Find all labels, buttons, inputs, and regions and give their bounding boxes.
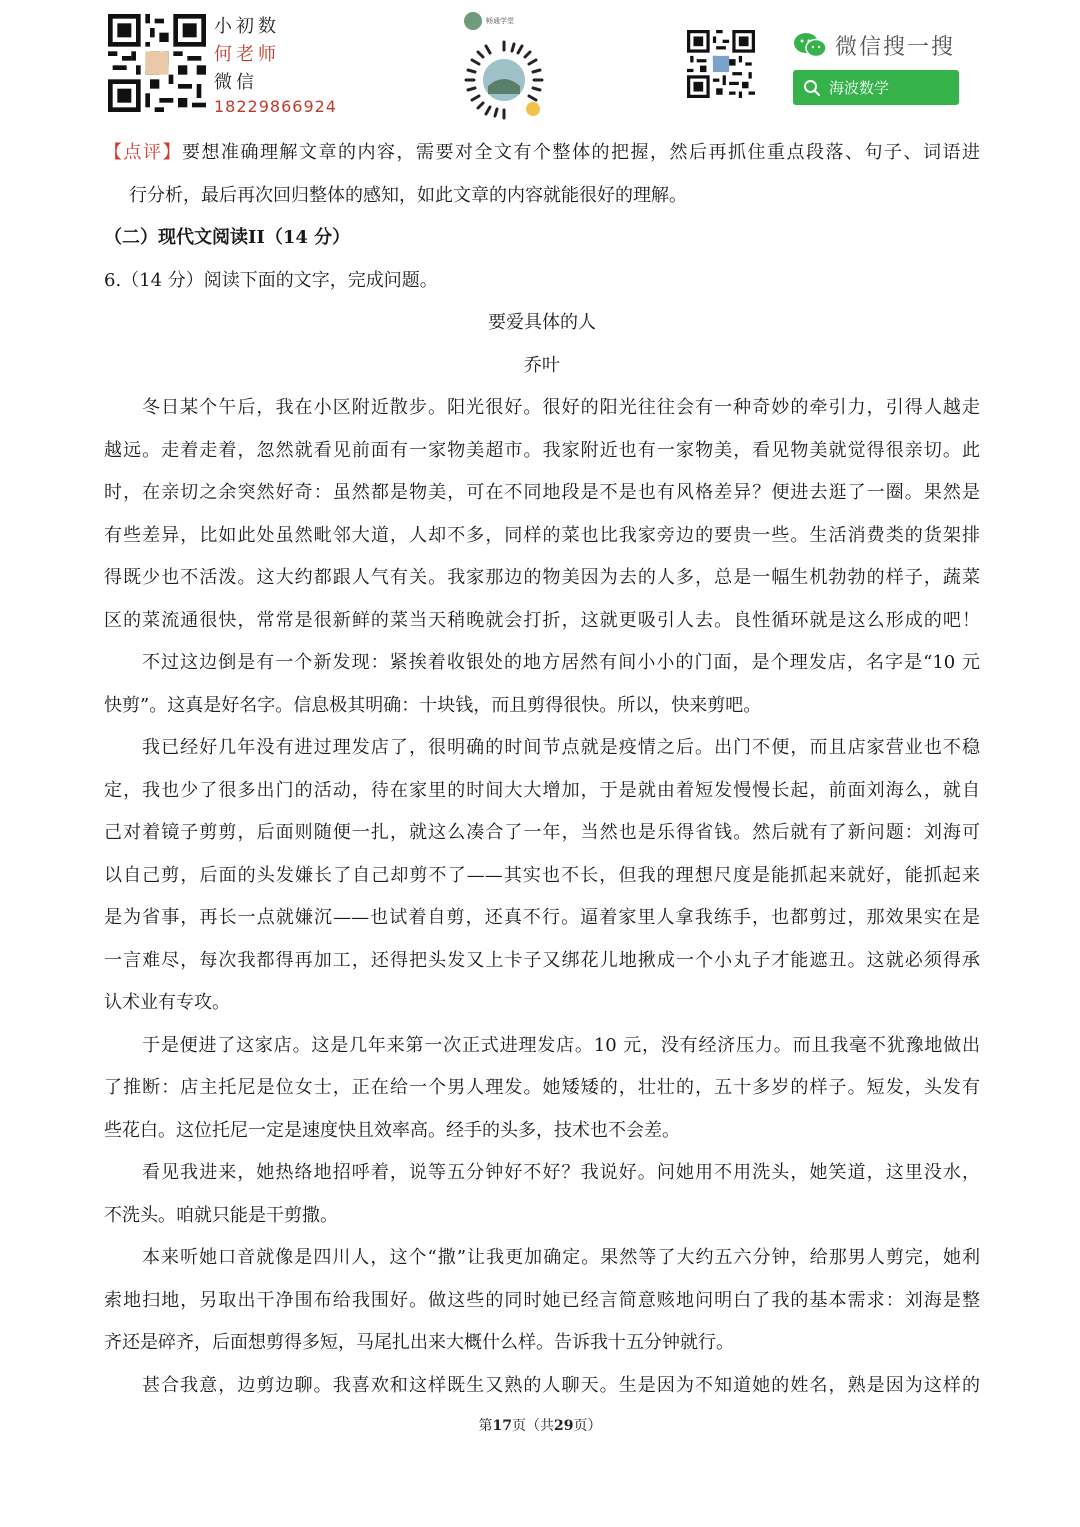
- article-line: 不过这边倒是有一个新发现：紧挨着收银处的地方居然有间小小的门面，是个理发店，名字是“10 元: [142, 652, 980, 673]
- teacher-contact-handwriting: [214, 10, 337, 120]
- article-line: 些花白。这位托尼一定是速度快且效率高。经手的头多，技术也不会差。: [104, 1119, 680, 1141]
- question-prompt: 6.（14 分）阅读下面的文字，完成问题。: [104, 269, 438, 291]
- article-line: 甚合我意，边剪边聊。我喜欢和这样既生又熟的人聊天。生是因为不知道她的姓名，熟是因为这样的: [142, 1374, 980, 1396]
- mini-program-logo-icon: [464, 12, 482, 30]
- article-line: 一言难尽，每次我都得再加工，还得把头发又上卡子又绑花儿地揪成一个小丸子才能遮丑。这就必须得承: [104, 949, 980, 971]
- article-line: 有些差异，比如此处虽然毗邻大道，人却不多，同样的菜也比我家旁边的要贵一些。生活消费类的货架排: [104, 524, 980, 546]
- article-line: 看见我进来，她热络地招呼着，说等五分钟好不好？我说好。问她用不用洗头，她笑道，这里没水，: [142, 1162, 980, 1183]
- article-line: 齐还是碎齐，后面想剪得多短，马尾扎出来大概什么样。告诉我十五分钟就行。: [104, 1332, 734, 1353]
- footer-suffix: 页）: [573, 1418, 602, 1434]
- article-line: 己对着镜子剪剪，后面则随便一扎，就这么凑合了一年，当然也是乐得省钱。然后就有了新问题：刘海可: [104, 822, 980, 843]
- document-body: [104, 132, 980, 1407]
- article-author: 乔叶: [524, 354, 560, 376]
- handwritten-line: 小初数: [214, 16, 280, 37]
- article-line: 我已经好几年没有进过理发店了，很明确的时间节点就是疫情之后。出门不便，而且店家营业也不稳: [142, 737, 980, 758]
- comment-text: 要想准确理解文章的内容，需要对全文有个整体的把握，然后再抓住重点段落、句子、词语进: [182, 142, 980, 163]
- article-line: 快剪”。这真是好名字。信息极其明确：十块钱，而且剪得很快。所以，快来剪吧。: [104, 694, 762, 716]
- mini-program-sun-code-icon: [462, 38, 546, 122]
- article-line: 索地扫地，另取出干净围布给我围好。做这些的同时她已经言简意赅地问明白了我的基本需求：刘海是整: [104, 1289, 980, 1311]
- wechat-icon: [793, 32, 827, 58]
- official-account-qr-code: [687, 30, 755, 98]
- article-line: 时，在亲切之余突然好奇：虽然都是物美，可在不同地段是不是也有风格差异？便进去逛了一圈。果然是: [104, 482, 980, 503]
- footer-page-number: 17: [492, 1418, 512, 1434]
- article-line: 于是便进了这家店。这是几年来第一次正式进理发店。10 元，没有经济压力。而且我毫不犹豫地做出: [142, 1034, 980, 1056]
- article-line: 得既少也不活泼。这大约都跟人气有关。我家那边的物美因为去的人多，总是一幅生机勃勃的样子，蔬菜: [104, 567, 980, 588]
- wechat-search-title: [793, 30, 955, 60]
- handwritten-phone-number: 18229866924: [214, 97, 337, 116]
- wechat-search-title-text: 微信搜一搜: [835, 34, 956, 60]
- article-line: 冬日某个午后，我在小区附近散步。阳光很好。很好的阳光往往会有一种奇妙的牵引力，引得人越走: [142, 397, 980, 418]
- wechat-search-keyword: 海波数学: [829, 79, 890, 97]
- wechat-search-button[interactable]: [793, 70, 959, 105]
- search-icon: [803, 79, 821, 97]
- article-line: 了推断：店主托尼是位女士，正在给一个男人理发。她矮矮的，壮壮的，五十多岁的样子。短发，头发有: [104, 1077, 980, 1098]
- comment-line: [104, 132, 980, 175]
- teacher-wechat-qr-code: [108, 14, 206, 112]
- article-title: 要爱具体的人: [488, 312, 596, 333]
- article-line: 越远。走着走着，忽然就看见前面有一家物美超市。我家附近也有一家物美，看见物美就觉得很亲切。此: [104, 439, 980, 461]
- comment-line: 行分析，最后再次回归整体的感知，如此文章的内容就能很好的理解。: [129, 184, 687, 206]
- article-line: 是为省事，再长一点就嫌沉——也试着自剪，还真不行。逼着家里人拿我练手，也都剪过，那效果实在是: [104, 907, 980, 928]
- article-line: 认术业有专攻。: [104, 992, 230, 1013]
- article-line: 定，我也少了很多出门的活动，待在家里的时间大大增加，于是就由着短发慢慢长起，前面刘海么，就自: [104, 779, 980, 801]
- handwritten-line: 微信: [214, 72, 258, 93]
- footer-middle: 页（共: [512, 1418, 554, 1434]
- mini-program-name: 畅通学堂: [486, 17, 514, 25]
- footer-total-pages: 29: [554, 1418, 574, 1434]
- mini-program-code: [452, 10, 552, 122]
- article-line: 区的菜流通很快，常常是很新鲜的菜当天稍晚就会打折，这就更吸引人去。良性循环就是这么形成的吧！: [104, 609, 980, 631]
- page-footer: [0, 1415, 1080, 1435]
- article-line: 不洗头。咱就只能是干剪撒。: [104, 1204, 338, 1226]
- page-header: [0, 0, 1080, 125]
- footer-prefix: 第: [478, 1418, 493, 1434]
- article-line: 本来听她口音就像是四川人，这个“撒”让我更加确定。果然等了大约五六分钟，给那男人剪完，她利: [142, 1247, 980, 1268]
- section-title: （二）现代文阅读II（14 分）: [104, 227, 351, 248]
- handwritten-teacher-name: 何老师: [214, 44, 280, 65]
- article-line: 以自己剪，后面的头发嫌长了自己却剪不了——其实也不长，但我的理想尺度是能抓起来就好，能抓起来: [104, 864, 980, 886]
- comment-tag: 【点评】: [104, 142, 182, 163]
